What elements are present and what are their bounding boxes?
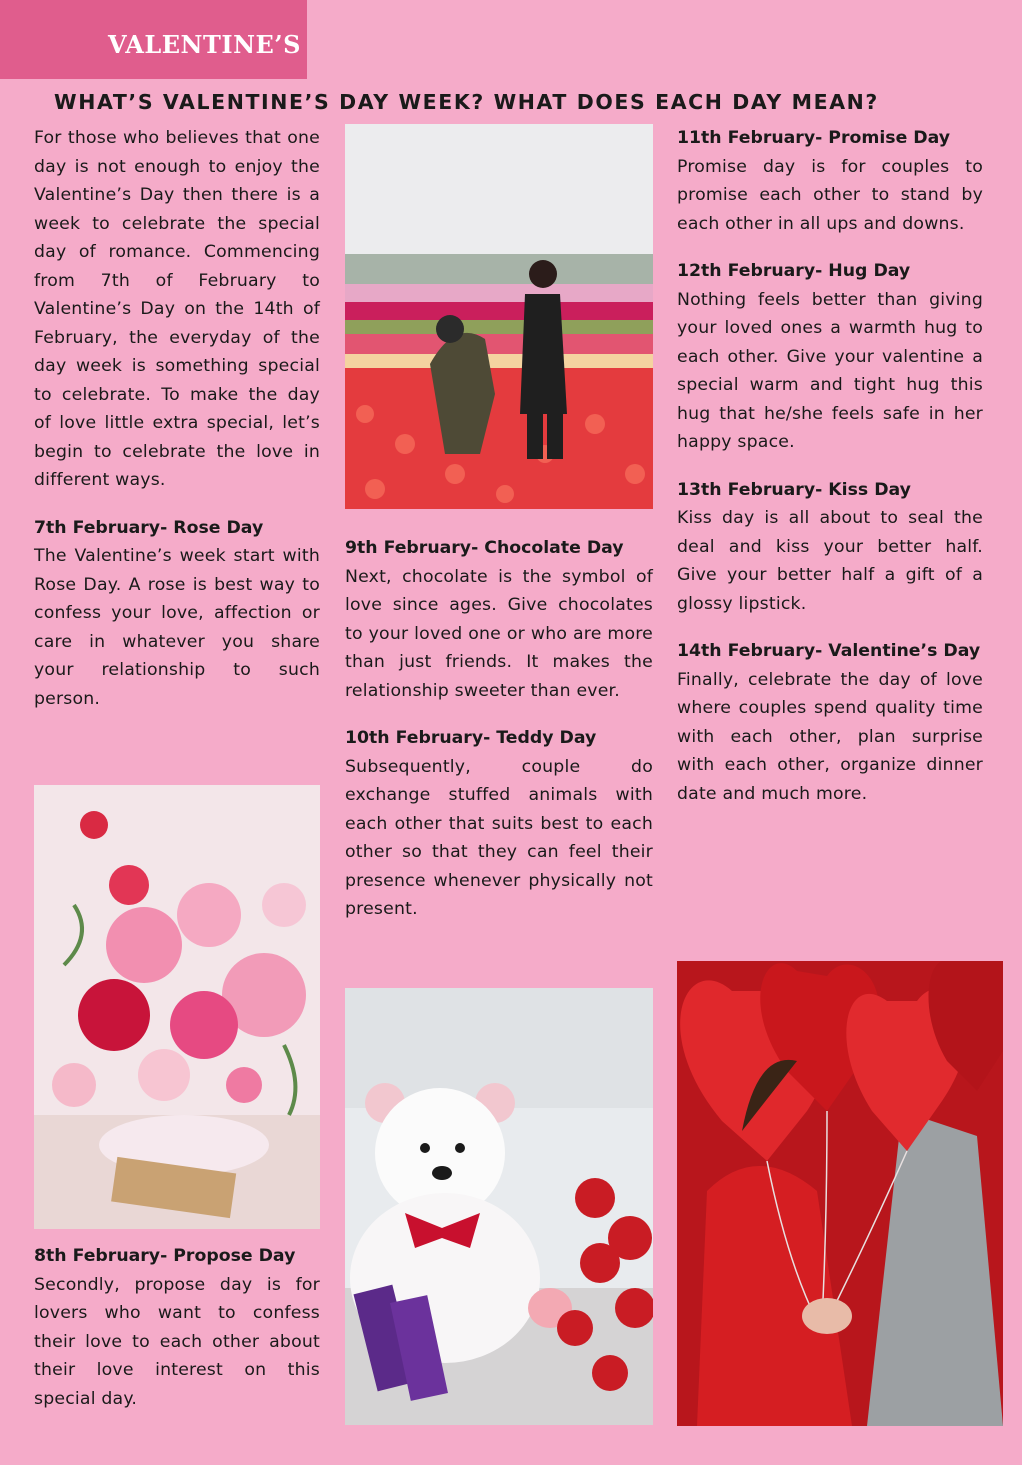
rose-bouquet-photo [34,785,320,1229]
teddy-day-title: 10th February- Teddy Day [345,728,597,748]
intro-paragraph: For those who believes that one day is not enough to enjoy the Valentine’s Day then there is a week to celebrate the special day of romance. Commencing from 7th of February to Valentine’s Day on the 14th of February, the everyday of the day week is something special to celebrate. To make the day of love little extra special, let’s begin to celebrate the love in different ways. [34,128,320,490]
kiss-day-title: 13th February- Kiss Day [677,479,911,500]
propose-day-text: Secondly, propose day is for lovers who want to confess their love to each other about their love interest on this special day. [34,1274,320,1409]
teddy-day-text: Subsequently, couple do exchange stuffed animals with each other that suits best to each other so that they can feel their presence whenever physically not present. [345,756,653,919]
page-headline: WHAT’S VALENTINE’S DAY WEEK? WHAT DOES EACH DAY MEAN? [54,90,879,114]
hug-day-title: 12th February- Hug Day [677,261,911,281]
section-banner [0,0,307,79]
valentines-day-title: 14th February- Valentine’s Day [677,641,981,661]
propose-day-title: 8th February- Propose Day [34,1246,296,1266]
promise-day-text: Promise day is for couples to promise each other to stand by each other in all ups and downs. [677,156,983,234]
promise-day-title: 11th February- Promise Day [677,128,951,148]
teddy-bear-photo [345,988,653,1425]
rose-day-text: The Valentine’s week start with Rose Day. A rose is best way to confess your love, affection or care in whatever you share your relationship to such person. [34,546,320,709]
column-right [677,124,983,808]
heart-balloons-couple-photo [677,961,1003,1426]
chocolate-day-title: 9th February- Chocolate Day [345,538,624,558]
kiss-day-text: Kiss day is all about to seal the deal and kiss your better half. Give your better half a gift of a glossy lipstick. [677,508,983,614]
hug-day-text: Nothing feels better than giving your loved ones a warmth hug to each other. Give your valentine a special warm and tight hug this hug that he/she feels safe in her happy space. [677,289,983,452]
banner-label: VALENTINE’S [108,30,301,59]
column-middle [345,534,653,924]
chocolate-day-text: Next, chocolate is the symbol of love since ages. Give chocolates to your loved one or who are more than just friends. It makes the relationship sweeter than ever. [345,566,653,701]
proposal-tulip-field-photo [345,124,653,509]
rose-day-title: 7th February- Rose Day [34,517,264,538]
valentines-day-text: Finally, celebrate the day of love where couples spend quality time with each other, plan surprise with each other, organize dinner date and much more. [677,669,983,804]
column-left [34,124,320,713]
column-left-bottom [34,1242,320,1413]
